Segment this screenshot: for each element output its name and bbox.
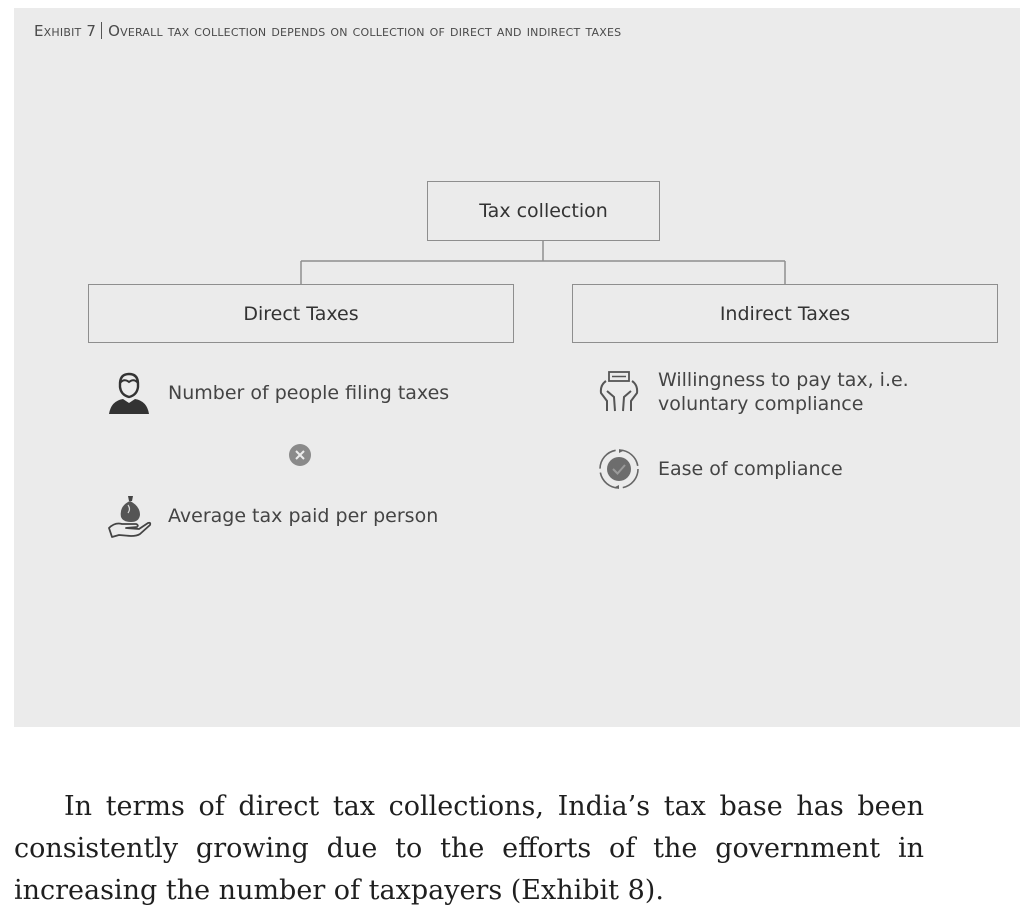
direct-item-people [106,370,449,416]
multiply-icon [288,443,312,467]
ease-label: Ease of compliance [658,458,843,480]
exhibit-title: Overall tax collection depends on collection of direct and indirect taxes [108,22,622,40]
indirect-taxes-label: Indirect Taxes [719,302,851,325]
willingness-label-line1: Willingness to pay tax, i.e. [658,369,909,391]
people-filing-label: Number of people filing taxes [168,382,450,404]
willingness-label [658,368,909,416]
paragraph-text: In terms of direct tax collections, India’s tax base has been consistently growing due to the efforts of the government in increasing the number of taxpayers (Exhibit 8). [14,791,924,906]
exhibit-caption [34,22,621,40]
caption-separator [101,22,102,39]
direct-item-average [106,493,438,539]
body-paragraph [14,786,924,912]
indirect-taxes-box [572,284,998,343]
tax-collection-box [427,181,660,241]
willingness-label-line2: voluntary compliance [658,393,864,415]
exhibit-number: Exhibit 7 [34,22,97,40]
hands-money-icon [596,369,642,415]
tax-collection-label: Tax collection [479,200,608,222]
cycle-check-icon [596,446,642,492]
indirect-item-willingness [596,368,909,416]
indirect-item-ease [596,446,843,492]
money-bag-hand-icon [106,493,152,539]
person-icon [106,370,152,416]
direct-taxes-box [88,284,514,343]
exhibit-panel [14,8,1020,727]
average-tax-label: Average tax paid per person [168,505,439,527]
direct-taxes-label: Direct Taxes [243,302,359,325]
